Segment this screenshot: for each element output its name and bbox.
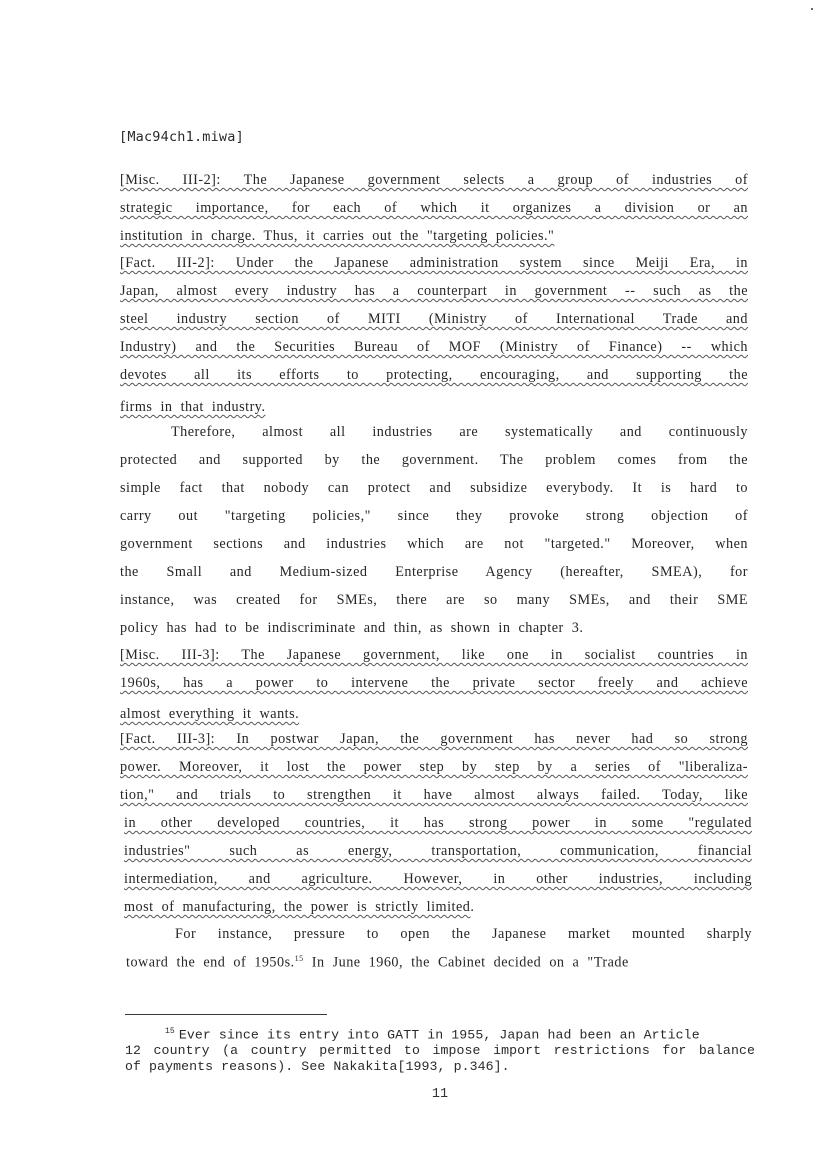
text-line: [Fact. III-2]: Under the Japanese administration system since Meiji Era, in <box>120 255 748 271</box>
footnote-ref: 15 <box>294 954 304 963</box>
text-line: in other developed countries, it has strong power in some "regulated <box>124 815 752 831</box>
text-line: [Fact. III-3]: In postwar Japan, the government has never had so strong <box>120 731 748 747</box>
text-line: government sections and industries which are not "targeted." Moreover, when <box>120 536 748 552</box>
text-segment: toward the end of 1950s. <box>126 954 295 971</box>
text-line: devotes all its efforts to protecting, encouraging, and supporting the <box>120 367 748 383</box>
text-line <box>126 954 629 972</box>
text-line: industries" such as energy, transportation, communication, financial <box>124 843 752 859</box>
text-line: steel industry section of MITI (Ministry of International Trade and <box>120 311 748 327</box>
text-line: power. Moreover, it lost the power step by step by a series of "liberaliza- <box>120 759 748 775</box>
text-line: [Misc. III-2]: The Japanese government selects a group of industries of <box>120 172 748 188</box>
footnote-line: of payments reasons). See Nakakita[1993, p.346]. <box>125 1059 510 1074</box>
text-line: the Small and Medium-sized Enterprise Agency (hereafter, SMEA), for <box>120 564 748 580</box>
text-line: strategic importance, for each of which it organizes a division or an <box>120 200 748 216</box>
text-line: Therefore, almost all industries are systematically and continuously <box>171 424 748 440</box>
scan-speck <box>811 8 813 10</box>
text-segment: . <box>470 899 475 915</box>
text-line: tion," and trials to strengthen it have almost always failed. Today, like <box>120 787 748 803</box>
text-segment: most of manufacturing, the power is strictly limited <box>124 899 471 915</box>
text-line: [Misc. III-3]: The Japanese government, like one in socialist countries in <box>120 647 748 663</box>
page-number: 11 <box>431 1087 449 1102</box>
footnote-line: 12 country (a country permitted to impose import restrictions for balance <box>125 1043 755 1058</box>
text-line: instance, was created for SMEs, there are so many SMEs, and their SME <box>120 592 748 608</box>
text-line: For instance, pressure to open the Japanese market mounted sharply <box>175 926 752 942</box>
text-line: 1960s, has a power to intervene the private sector freely and achieve <box>120 675 748 691</box>
footnote-marker: 15 <box>165 1027 175 1036</box>
text-line: protected and supported by the government. The problem comes from the <box>120 452 748 468</box>
footnote-rule <box>125 1014 327 1015</box>
footnote-text: Ever since its entry into GATT in 1955, Japan had been an Article <box>178 1027 700 1043</box>
text-line: intermediation, and agriculture. However, in other industries, including <box>124 871 752 887</box>
text-line: institution in charge. Thus, it carries out the "targeting policies." <box>120 228 555 244</box>
text-line: simple fact that nobody can protect and subsidize everybody. It is hard to <box>120 480 748 496</box>
text-line: policy has had to be indiscriminate and thin, as shown in chapter 3. <box>120 620 584 636</box>
footnote-line <box>165 1027 755 1042</box>
text-line: Industry) and the Securities Bureau of MOF (Ministry of Finance) -- which <box>120 339 748 355</box>
text-line <box>124 899 474 916</box>
text-segment: In June 1960, the Cabinet decided on a "Trade <box>303 954 629 971</box>
text-line: firms in that industry. <box>120 399 266 415</box>
text-line: carry out "targeting policies," since they provoke strong objection of <box>120 508 748 524</box>
text-line: Japan, almost every industry has a counterpart in government -- such as the <box>120 283 748 299</box>
text-line: almost everything it wants. <box>120 706 300 722</box>
file-header: [Mac94ch1.miwa] <box>119 129 244 145</box>
